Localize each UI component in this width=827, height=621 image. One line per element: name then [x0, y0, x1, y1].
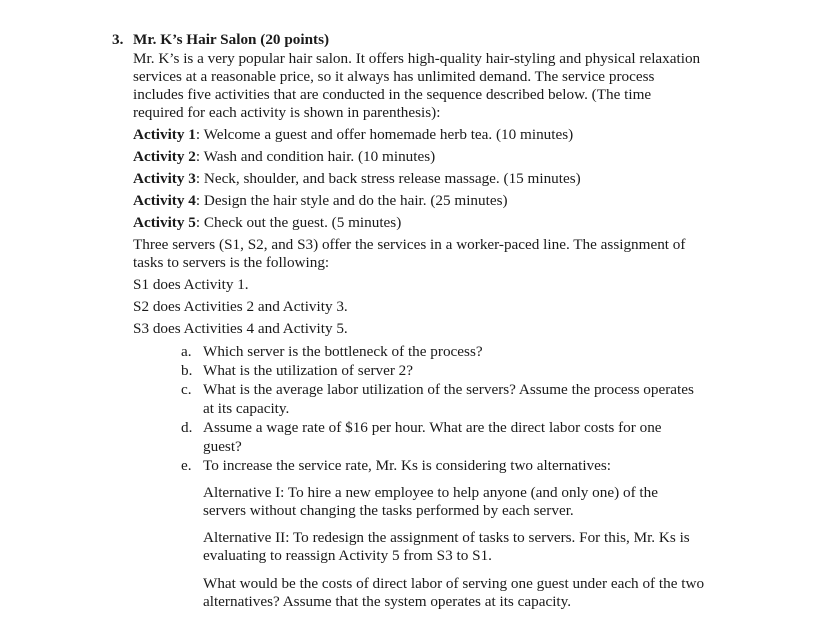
- activity-label: Activity 5: [133, 214, 196, 231]
- activity-text: : Check out the guest. (5 minutes): [195, 214, 402, 231]
- activity-label: Activity 4: [133, 192, 196, 209]
- activity-label: Activity 2: [133, 148, 196, 165]
- assignment-s3: S3 does Activities 4 and Activity 5.: [133, 320, 348, 337]
- intro-line: includes five activities that are conducted in the sequence described below. (The time: [133, 86, 652, 103]
- servers-intro-line: Three servers (S1, S2, and S3) offer the services in a worker-paced line. The assignment of: [133, 236, 686, 253]
- question-a-marker: a.: [181, 343, 192, 360]
- question-c-marker: c.: [181, 381, 192, 398]
- intro-line: required for each activity is shown in parenthesis):: [133, 104, 441, 121]
- activity-label: Activity 1: [133, 126, 196, 143]
- question-d: Assume a wage rate of $16 per hour. What are the direct labor costs for one: [203, 419, 662, 436]
- alternative-2: Alternative II: To redesign the assignment of tasks to servers. For this, Mr. Ks is: [203, 529, 690, 546]
- problem-number: 3.: [112, 31, 124, 48]
- question-d-marker: d.: [181, 419, 193, 436]
- question-c: What is the average labor utilization of the servers? Assume the process operates: [203, 381, 694, 398]
- question-e: To increase the service rate, Mr. Ks is considering two alternatives:: [203, 457, 612, 474]
- activity-text: : Welcome a guest and offer homemade herb tea. (10 minutes): [195, 126, 574, 143]
- question-d-cont: guest?: [203, 438, 242, 455]
- activity-label: Activity 3: [133, 170, 196, 187]
- activity-3: [133, 170, 581, 188]
- problem-title: Mr. K’s Hair Salon (20 points): [133, 31, 330, 48]
- assignment-s1: S1 does Activity 1.: [133, 276, 249, 293]
- alternative-1: Alternative I: To hire a new employee to help anyone (and only one) of the: [203, 484, 658, 501]
- activity-1: [133, 126, 573, 144]
- alternative-1-cont: servers without changing the tasks performed by each server.: [203, 502, 574, 519]
- servers-intro-line: tasks to servers is the following:: [133, 254, 330, 271]
- final-question: What would be the costs of direct labor of serving one guest under each of the two: [203, 575, 705, 592]
- question-c-cont: at its capacity.: [203, 400, 290, 417]
- activity-2: [133, 148, 435, 166]
- activity-text: : Design the hair style and do the hair. (25 minutes): [195, 192, 508, 209]
- question-e-marker: e.: [181, 457, 192, 474]
- alternative-2-cont: evaluating to reassign Activity 5 from S3 to S1.: [203, 547, 492, 564]
- activity-5: [133, 214, 401, 232]
- question-b-marker: b.: [181, 362, 193, 379]
- intro-line: Mr. K’s is a very popular hair salon. It offers high-quality hair-styling and physical relaxation: [133, 50, 701, 67]
- assignment-s2: S2 does Activities 2 and Activity 3.: [133, 298, 348, 315]
- activity-4: [133, 192, 508, 210]
- question-b: What is the utilization of server 2?: [203, 362, 414, 379]
- intro-line: services at a reasonable price, so it always has unlimited demand. The service process: [133, 68, 655, 85]
- activity-text: : Neck, shoulder, and back stress release massage. (15 minutes): [195, 170, 581, 187]
- question-a: Which server is the bottleneck of the process?: [203, 343, 483, 360]
- final-question-cont: alternatives? Assume that the system operates at its capacity.: [203, 593, 572, 610]
- activity-text: : Wash and condition hair. (10 minutes): [195, 148, 436, 165]
